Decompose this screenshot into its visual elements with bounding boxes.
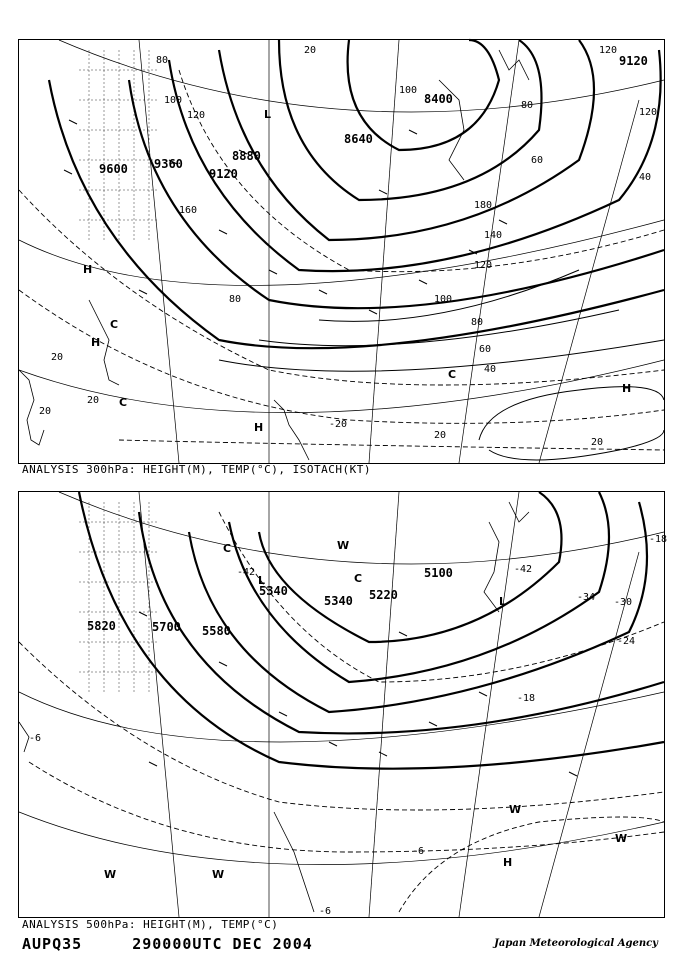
- isotach-label: 20: [39, 406, 52, 417]
- high-center: H: [254, 421, 264, 434]
- temp-label: -6: [319, 906, 332, 917]
- isotach-label: 140: [484, 230, 503, 241]
- height-label: 5340: [259, 584, 288, 598]
- temp-label: -20: [329, 419, 348, 430]
- warm-center: W: [212, 868, 225, 881]
- warm-center: W: [509, 803, 522, 816]
- cold-center: C: [119, 396, 128, 409]
- isotach-label: 20: [434, 430, 447, 441]
- isotach-label: 120: [474, 260, 493, 271]
- isotach-label: 120: [187, 110, 206, 121]
- isotach-label: 20: [591, 437, 604, 448]
- high-center: H: [91, 336, 101, 349]
- isotach-label: 40: [639, 172, 652, 183]
- warm-center: W: [615, 832, 628, 845]
- height-label: 9360: [154, 157, 183, 171]
- grid-hatch: [79, 502, 159, 692]
- temp-label: -34: [577, 592, 596, 603]
- height-label: 8640: [344, 132, 373, 146]
- height-label: 5700: [152, 620, 181, 634]
- isotach-label: 100: [399, 85, 418, 96]
- height-label: 9120: [209, 167, 238, 181]
- cold-center: C: [110, 318, 119, 331]
- isotach-label: 60: [479, 344, 492, 355]
- height-label: 8400: [424, 92, 453, 106]
- isotach-label: 80: [471, 317, 484, 328]
- low-center: L: [258, 574, 266, 587]
- map-500hpa: [18, 491, 668, 918]
- temp-label: -6: [29, 733, 42, 744]
- warm-center: W: [337, 539, 350, 552]
- temp-label: -42: [514, 564, 533, 575]
- chart-datetime: 290000UTC DEC 2004: [132, 935, 313, 953]
- temp-label: -42: [237, 567, 256, 578]
- temp-label: -18: [649, 534, 668, 545]
- height-label: 8880: [232, 149, 261, 163]
- isotach-label: 80: [156, 55, 169, 66]
- chart-id: AUPQ35: [22, 935, 83, 953]
- low-center: L: [264, 108, 272, 121]
- low-center: L: [499, 595, 507, 608]
- agency-label: Japan Meteorological Agency: [494, 938, 658, 949]
- grid-hatch: [79, 50, 159, 240]
- cold-center: C: [354, 572, 363, 585]
- height-contours: [49, 40, 664, 348]
- isotach-label: 160: [179, 205, 198, 216]
- map-300hpa: [18, 39, 665, 464]
- isotach-label: 20: [51, 352, 64, 363]
- height-label: 5820: [87, 619, 116, 633]
- temp-label: -24: [617, 636, 636, 647]
- isotach-label: 80: [229, 294, 242, 305]
- high-center: H: [622, 382, 632, 395]
- map-300hpa-canvas: [19, 40, 664, 463]
- isotach-label: 120: [639, 107, 658, 118]
- high-center: H: [83, 263, 93, 276]
- isotherms: [19, 70, 664, 450]
- height-label: 5220: [369, 588, 398, 602]
- cold-center: C: [223, 542, 232, 555]
- chart-footer: [22, 935, 353, 953]
- height-label: 5100: [424, 566, 453, 580]
- isotach-label: 20: [304, 45, 317, 56]
- isotach-label: 60: [531, 155, 544, 166]
- warm-center: W: [104, 868, 117, 881]
- height-label: 9600: [99, 162, 128, 176]
- isotach-label: 120: [599, 45, 618, 56]
- caption-500hpa: ANALYSIS 500hPa: HEIGHT(M), TEMP(°C): [22, 918, 279, 931]
- isotach-label: 40: [484, 364, 497, 375]
- height-label: 5580: [202, 624, 231, 638]
- high-center: H: [503, 856, 513, 869]
- temp-label: -6: [412, 846, 425, 857]
- graticule: [19, 492, 664, 917]
- graticule: [19, 40, 664, 463]
- height-label: 5340: [324, 594, 353, 608]
- height-label: 9120: [619, 54, 648, 68]
- isotach-label: 80: [521, 100, 534, 111]
- isotach-label: 20: [87, 395, 100, 406]
- isotach-label: 100: [434, 294, 453, 305]
- map-500hpa-canvas: [19, 492, 668, 917]
- isotach-label: 180: [474, 200, 493, 211]
- cold-center: C: [448, 368, 457, 381]
- temp-label: -30: [614, 597, 633, 608]
- temp-label: -18: [517, 693, 536, 704]
- caption-300hpa: ANALYSIS 300hPa: HEIGHT(M), TEMP(°C), ISOTACH(KT): [22, 463, 372, 476]
- isotach-label: 100: [164, 95, 183, 106]
